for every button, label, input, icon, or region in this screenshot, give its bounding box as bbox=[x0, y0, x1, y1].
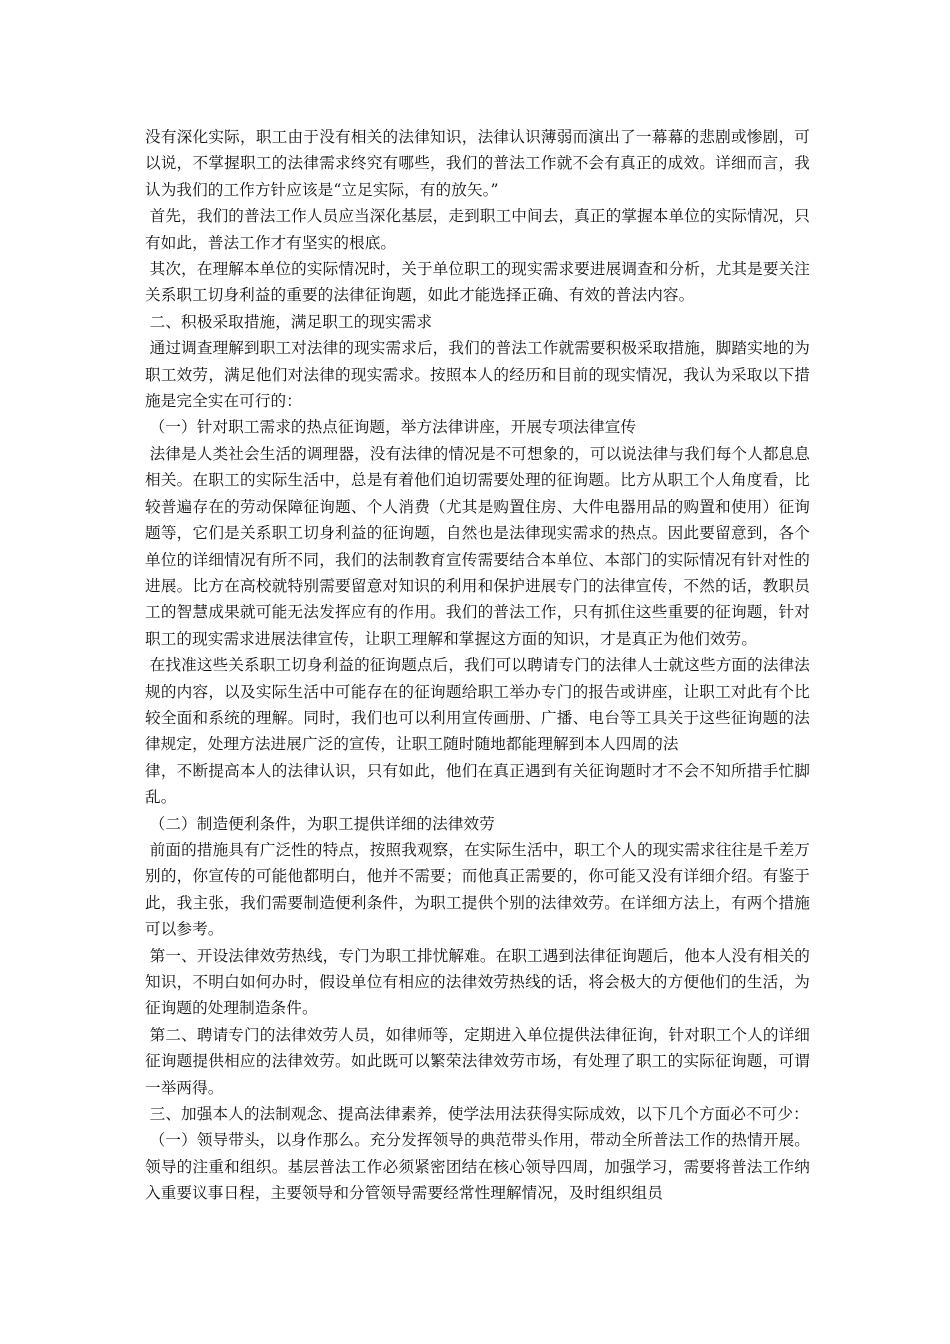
subsection-heading-2-2: （二）制造便利条件，为职工提供详细的法律效劳 bbox=[149, 814, 495, 833]
paragraph-intro-continuation: 没有深化实际，职工由于没有相关的法律知识，法律认识薄弱而演出了一幕幕的悲剧或惨剧，可以说，不掌握职工的法律需求终究有哪些，我们的普法工作就不会有真正的成效。详细而言，我认为我们的工作方针应该是“立足实际，有的放矢。” bbox=[145, 128, 810, 199]
paragraph-individual-service: 前面的措施具有广泛性的特点，按照我观察，在实际生活中，职工个人的现实需求往往是千差万别的，你宣传的可能他都明白，他并不需要；而他真正需要的，你可能又没有详细介绍。有鉴于此，我主张，我们需要制造便利条件，为职工提供个别的法律效劳。在详细方法上，有两个措施可以参考。 bbox=[145, 840, 810, 939]
subsection-heading-2-1: （一）针对职工需求的热点征询题，举方法律讲座，开展专项法律宣传 bbox=[149, 418, 637, 437]
paragraph-first-point: 首先，我们的普法工作人员应当深化基层，走到职工中间去，真正的掌握本单位的实际情况，只有如此，普法工作才有坚实的根底。 bbox=[145, 207, 810, 252]
document-page bbox=[145, 124, 810, 1207]
section-heading-3: 三、加强本人的法制观念、提高法律素养，使学法用法获得实际成效，以下几个方面必不可少： bbox=[149, 1105, 809, 1124]
paragraph-hire-experts: 在找准这些关系职工切身利益的征询题点后，我们可以聘请专门的法律人士就这些方面的法律法规的内容，以及实际生活中可能存在的征询题给职工举办专门的报告或讲座，让职工对此有个比较全面和系统的理解。同时，我们也可以利用宣传画册、广播、电台等工具关于这些征询题的法律规定，处理方法进展广泛的宣传，让职工随时随地都能理解到本人四周的法 bbox=[145, 656, 810, 754]
paragraph-hotline: 第一、开设法律效劳热线，专门为职工排忧解难。在职工遇到法律征询题后，他本人没有相关的知识，不明白如何办时，假设单位有相应的法律效劳热线的话，将会极大的方便他们的生活，为征询题的处理制造条件。 bbox=[145, 946, 810, 1018]
paragraph-law-regulator: 法律是人类社会生活的调理器，没有法律的情况是不可想象的，可以说法律与我们每个人都息息相关。在职工的实际生活中，总是有着他们迫切需要处理的征询题。比方从职工个人角度看，比较普遍存在的劳动保障征询题、个人消费（尤其是购置住房、大件电器用品的购置和使用）征询题等，它们是关系职工切身利益的征询题，自然也是法律现实需求的热点。因此要留意到，各个单位的详细情况有所不同，我们的法制教育宣传需要结合本单位、本部门的实际情况有针对性的进展。比方在高校就特别需要留意对知识的利用和保护进展专门的法律宣传，不然的话，教职员工的智慧成果就可能无法发挥应有的作用。我们的普法工作，只有抓住这些重要的征询题，针对职工的现实需求进展法律宣传，让职工理解和掌握这方面的知识，才是真正为他们效劳。 bbox=[145, 444, 810, 648]
paragraph-section-2-intro: 通过调查理解到职工对法律的现实需求后，我们的普法工作就需要积极采取措施，脚踏实地的为职工效劳，满足他们对法律的现实需求。按照本人的经历和目前的现实情况，我认为采取以下措施是完全实在可行的： bbox=[145, 339, 810, 411]
paragraph-leadership: （一）领导带头，以身作那么。充分发挥领导的典范带头作用，带动全所普法工作的热情开展。领导的注重和组织。基层普法工作必须紧密团结在核心领导四周，加强学习，需要将普法工作纳入重要议事日程，主要领导和分管领导需要经常性理解情况，及时组织组员 bbox=[145, 1131, 810, 1203]
paragraph-lawyers: 第二、聘请专门的法律效劳人员，如律师等，定期进入单位提供法律征询，针对职工个人的详细征询题提供相应的法律效劳。如此既可以繁荣法律效劳市场，有处理了职工的实际征询题，可谓一举两得。 bbox=[145, 1025, 810, 1097]
section-heading-2: 二、积极采取措施，满足职工的现实需求 bbox=[149, 312, 433, 331]
paragraph-law-continuation: 律，不断提高本人的法律认识，只有如此，他们在真正遇到有关征询题时才不会不知所措手忙脚乱。 bbox=[145, 761, 810, 807]
paragraph-second-point: 其次，在理解本单位的实际情况时，关于单位职工的现实需求要进展调查和分析，尤其是要关注关系职工切身利益的重要的法律征询题，如此才能选择正确、有效的普法内容。 bbox=[145, 260, 810, 305]
